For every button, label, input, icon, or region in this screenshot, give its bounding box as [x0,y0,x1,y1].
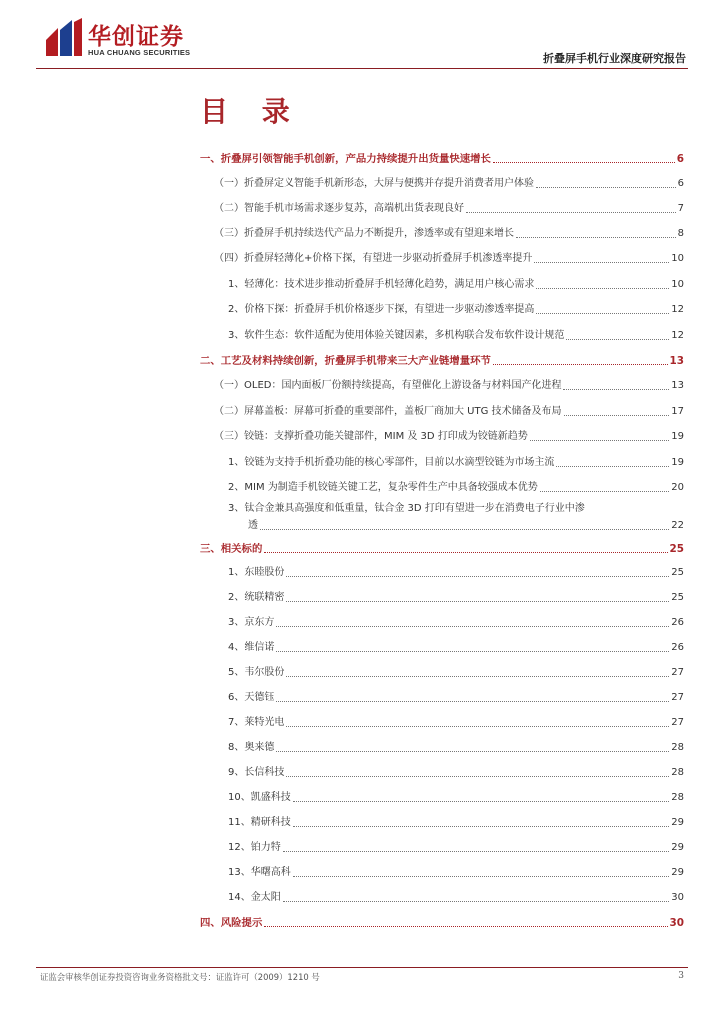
toc-entry-title: 8、奥来德 [228,742,275,753]
toc-entry-page: 25 [671,567,684,578]
toc-leader-dots [534,262,669,263]
toc-entry-page: 20 [671,482,684,493]
toc-entry-page: 7 [677,203,684,214]
toc-entry-page: 29 [671,842,684,853]
toc-entry[interactable] [200,502,684,536]
toc-entry-title: 11、精研科技 [228,817,291,828]
toc-entry[interactable] [200,814,684,830]
toc-entry[interactable] [200,664,684,680]
toc-heading: 目 录 [200,95,302,128]
toc-entry-page: 12 [671,304,684,315]
toc-entry-title: （一）OLED：国内面板厂份额持续提高，有望催化上游设备与材料国产化进程 [214,380,562,391]
toc-entry[interactable] [200,377,684,393]
logo-chinese-name: 华创证券 [88,24,184,50]
toc-leader-dots [564,415,670,416]
toc-leader-dots [276,651,669,652]
toc-entry[interactable] [200,889,684,905]
toc-entry-page: 30 [671,892,684,903]
toc-entry-page: 13 [671,380,684,391]
toc-leader-dots [563,389,669,390]
toc-entry[interactable] [200,764,684,780]
toc-entry-title: （三）铰链：支撑折叠功能关键部件，MIM 及 3D 打印成为铰链新趋势 [214,431,528,442]
toc-entry[interactable] [200,301,684,317]
toc-entry-page: 10 [671,279,684,290]
toc-entry-title: 1、轻薄化：技术进步推动折叠屏手机轻薄化趋势，满足用户核心需求 [228,279,535,290]
toc-entry[interactable] [200,250,684,266]
toc-entry-title: 12、铂力特 [228,842,281,853]
toc-leader-dots [466,212,676,213]
page-number: 3 [678,971,684,981]
footer-license: 证监会审核华创证券投资咨询业务资格批文号：证监许可（2009）1210 号 [40,972,320,982]
toc-entry-title: （二）屏幕盖板：屏幕可折叠的重要部件，盖板厂商加大 UTG 技术储备及布局 [214,406,562,417]
toc-entry-page: 6 [676,153,684,165]
toc-entry[interactable] [200,276,684,292]
toc-entry[interactable] [200,639,684,655]
toc-entry[interactable] [200,864,684,880]
toc-entry-title: 3、京东方 [228,617,275,628]
toc-leader-dots [286,601,669,602]
toc-leader-dots [540,491,670,492]
toc-entry-page: 30 [669,917,684,929]
toc-entry-page: 28 [671,792,684,803]
toc-entry-title: 2、价格下探：折叠屏手机价格逐步下探，有望进一步驱动渗透率提高 [228,304,535,315]
toc-leader-dots [293,876,670,877]
toc-entry[interactable] [200,540,684,556]
toc-leader-dots [260,529,669,530]
toc-entry[interactable] [200,839,684,855]
page-header [0,0,724,72]
toc-entry-title: 13、华曙高科 [228,867,291,878]
toc-entry-title: 四、风险提示 [200,917,263,929]
toc-leader-dots [493,162,675,163]
toc-entry-title: 3、软件生态：软件适配为使用体验关键因素，多机构联合发布软件设计规范 [228,330,565,341]
toc-leader-dots [293,826,670,827]
toc-entry-title-continued: 透 [248,520,258,531]
toc-entry[interactable] [200,352,684,368]
toc-entry-title: 一、折叠屏引领智能手机创新，产品力持续提升出货量快速增长 [200,153,491,165]
toc-entry-title: 1、铰链为支持手机折叠功能的核心零部件，目前以水滴型铰链为市场主流 [228,457,555,468]
logo-english-name: HUA CHUANG SECURITIES [88,48,191,57]
toc-entry-page: 25 [669,543,684,555]
toc-entry-title: 10、凯盛科技 [228,792,291,803]
toc-entry[interactable] [200,479,684,495]
toc-entry-title: （二）智能手机市场需求逐步复苏，高端机出货表现良好 [214,203,464,214]
toc-entry-title: 4、维信诺 [228,642,275,653]
toc-entry-title: 9、长信科技 [228,767,285,778]
toc-entry[interactable] [200,689,684,705]
toc-leader-dots [493,364,668,365]
toc-entry[interactable] [200,225,684,241]
toc-entry-title: （四）折叠屏轻薄化+价格下探，有望进一步驱动折叠屏手机渗透率提升 [214,253,533,264]
footer-divider [36,967,688,968]
toc-leader-dots [264,926,667,927]
toc-entry[interactable] [200,614,684,630]
toc-entry-page: 27 [671,667,684,678]
toc-entry-title: 三、相关标的 [200,543,263,555]
toc-entry[interactable] [200,200,684,216]
toc-entry[interactable] [200,150,684,166]
toc-leader-dots [276,701,669,702]
toc-entry-page: 17 [671,406,684,417]
toc-entry-page: 26 [671,642,684,653]
toc-entry[interactable] [200,454,684,470]
toc-leader-dots [536,187,676,188]
toc-entry-page: 6 [677,178,684,189]
toc-entry-page: 27 [671,717,684,728]
toc-entry[interactable] [200,327,684,343]
toc-entry-title: 二、工艺及材料持续创新，折叠屏手机带来三大产业链增量环节 [200,355,491,367]
toc-leader-dots [536,313,669,314]
huachuang-logo-icon [44,18,84,58]
toc-leader-dots [530,440,669,441]
toc-entry-page: 12 [671,330,684,341]
toc-leader-dots [286,776,669,777]
toc-entry-page: 28 [671,767,684,778]
toc-leader-dots [556,466,669,467]
toc-leader-dots [516,237,676,238]
toc-leader-dots [293,801,670,802]
toc-leader-dots [283,851,670,852]
toc-entry[interactable] [200,914,684,930]
toc-entry-page: 29 [671,817,684,828]
toc-entry-title: 2、MIM 为制造手机铰链关键工艺，复杂零件生产中具备较强成本优势 [228,482,538,493]
toc-leader-dots [286,576,669,577]
header-divider [36,68,688,69]
toc-entry-title: 1、东睦股份 [228,567,285,578]
toc-leader-dots [276,626,669,627]
toc-leader-dots [264,552,667,553]
toc-leader-dots [276,751,669,752]
toc-entry[interactable] [200,789,684,805]
toc-entry-page: 27 [671,692,684,703]
toc-entry-page: 19 [671,457,684,468]
toc-entry-title: 14、金太阳 [228,892,281,903]
toc-entry-title: （一）折叠屏定义智能手机新形态，大屏与便携并存提升消费者用户体验 [214,178,534,189]
toc-entry[interactable] [200,589,684,605]
toc-entry-page: 25 [671,592,684,603]
toc-entry[interactable] [200,564,684,580]
toc-leader-dots [566,339,669,340]
toc-entry[interactable] [200,428,684,444]
toc-leader-dots [286,676,669,677]
toc-entry-title: （三）折叠屏手机持续迭代产品力不断提升，渗透率或有望迎来增长 [214,228,514,239]
toc-entry[interactable] [200,403,684,419]
toc-entry-page: 28 [671,742,684,753]
toc-entry[interactable] [200,739,684,755]
toc-entry-title: 7、莱特光电 [228,717,285,728]
toc-entry-page: 10 [671,253,684,264]
toc-entry-page: 13 [669,355,684,367]
toc-entry[interactable] [200,175,684,191]
toc-entry[interactable] [200,714,684,730]
toc-entry-title: 6、天德钰 [228,692,275,703]
report-title: 折叠屏手机行业深度研究报告 [543,52,686,65]
toc-entry-page: 8 [677,228,684,239]
company-logo [44,16,214,64]
toc-entry-title: 5、韦尔股份 [228,667,285,678]
toc-entry-title: 2、统联精密 [228,592,285,603]
toc-entry-page: 29 [671,867,684,878]
toc-leader-dots [286,726,669,727]
toc-entry-page: 22 [671,520,684,531]
toc-leader-dots [536,288,669,289]
toc-entry-title: 3、钛合金兼具高强度和低重量，钛合金 3D 打印有望进一步在消费电子行业中渗 [228,503,585,514]
toc-leader-dots [283,901,670,902]
toc-entry-page: 26 [671,617,684,628]
toc-entry-page: 19 [671,431,684,442]
